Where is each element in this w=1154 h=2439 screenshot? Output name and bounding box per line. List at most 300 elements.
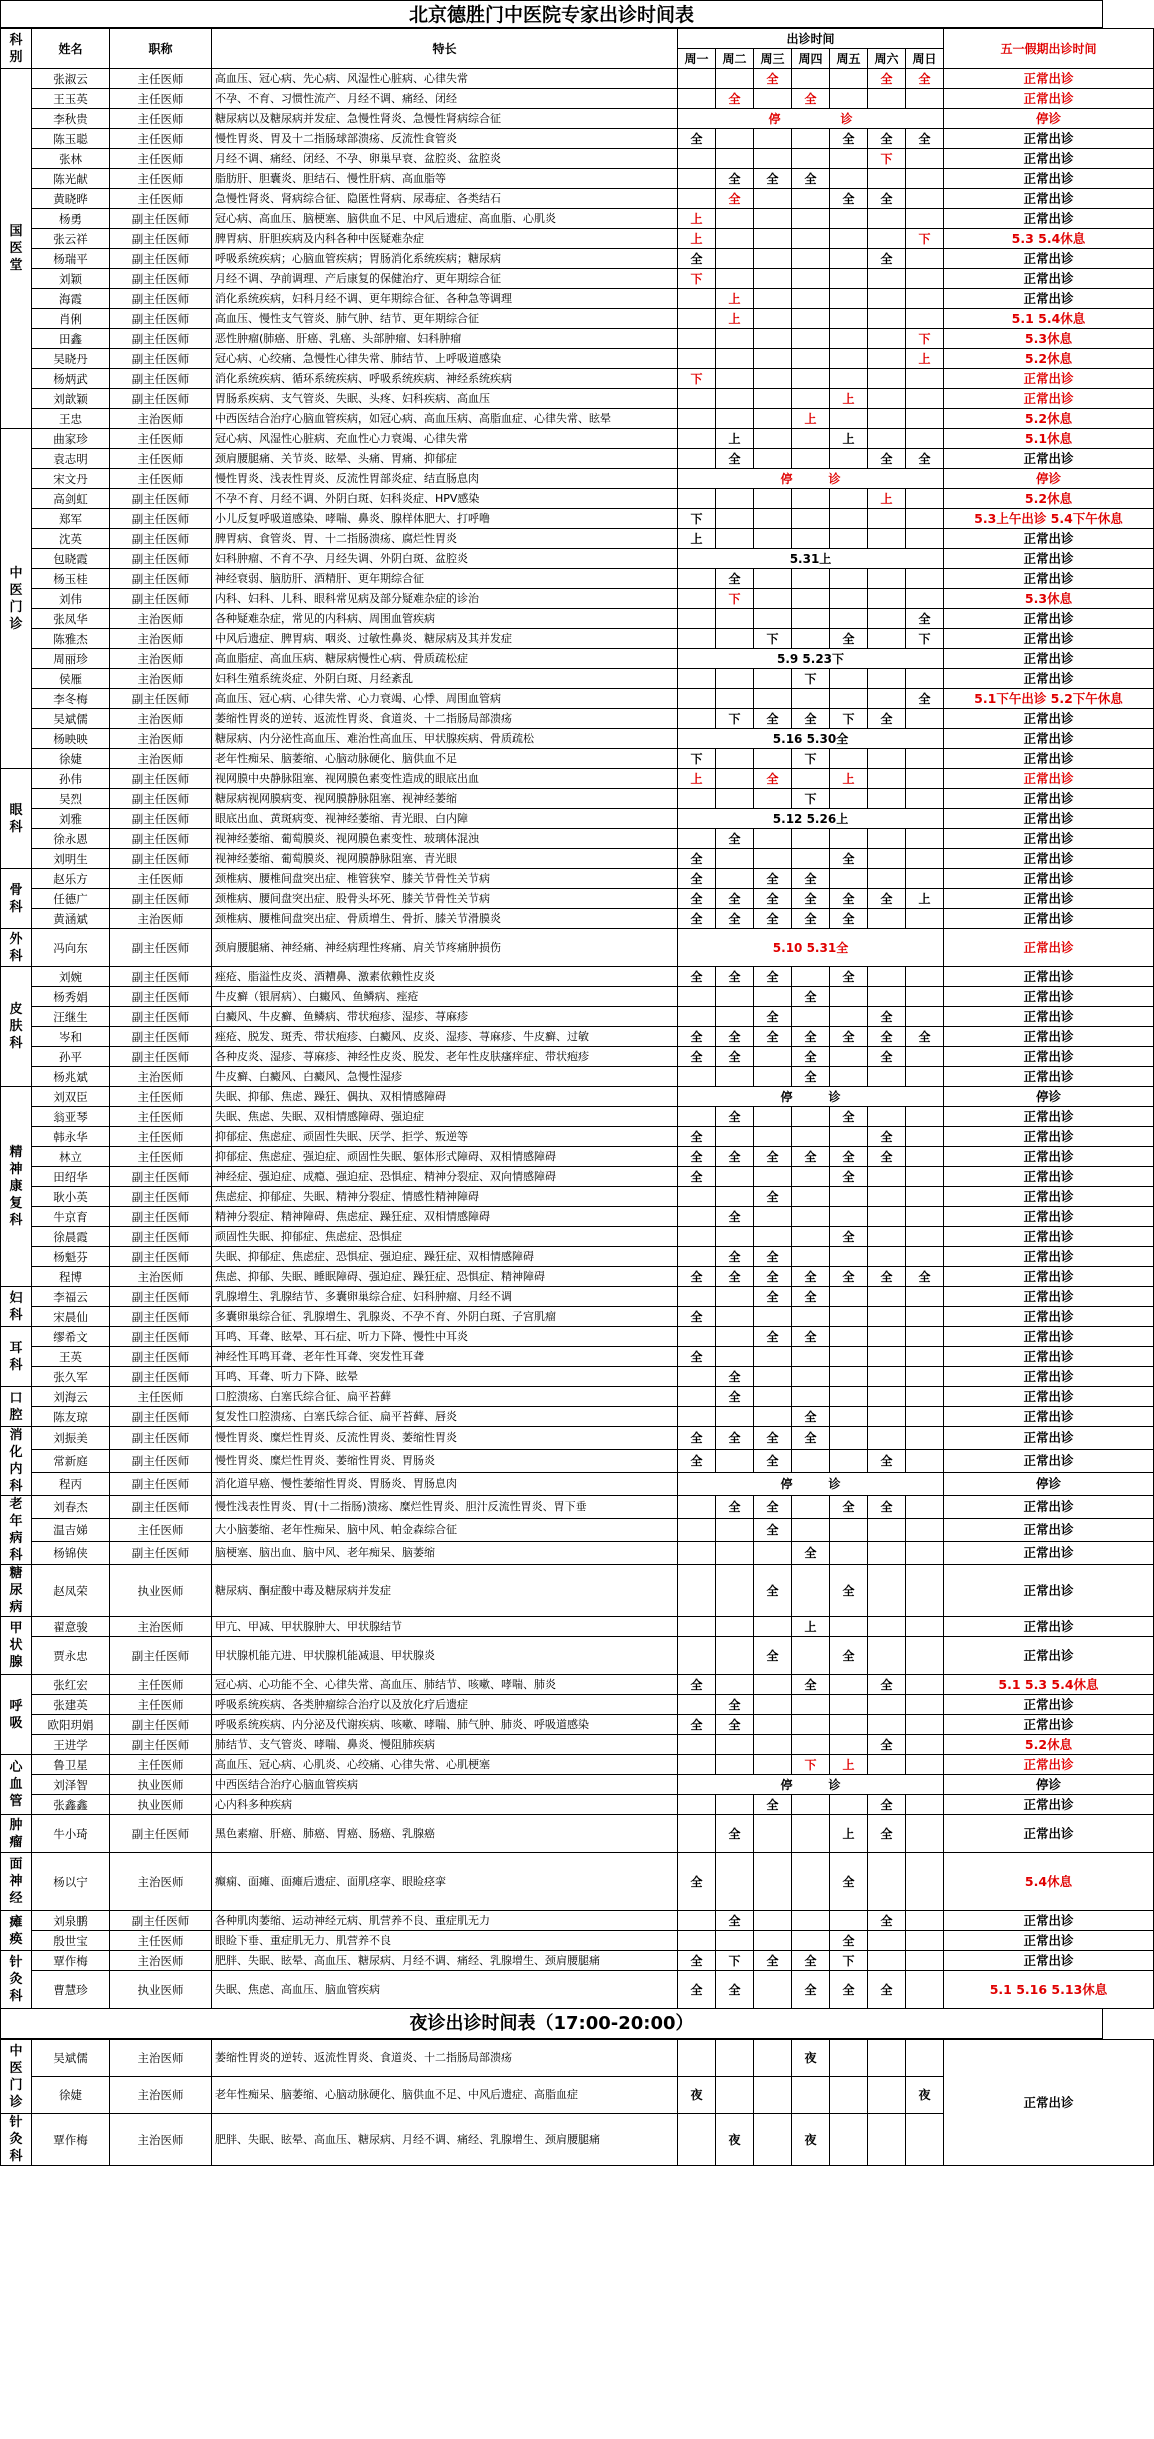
table-row bbox=[1, 209, 1154, 229]
holiday-note: 正常出诊 bbox=[944, 169, 1154, 189]
doctor-name: 田鑫 bbox=[32, 329, 110, 349]
dept-label: 皮肤科 bbox=[1, 967, 32, 1087]
doctor-specialty: 甲状腺机能亢进、甲状腺机能减退、甲状腺炎 bbox=[212, 1637, 678, 1675]
schedule-cell bbox=[678, 709, 716, 729]
doctor-title: 副主任医师 bbox=[110, 1542, 212, 1565]
doctor-title: 主任医师 bbox=[110, 89, 212, 109]
schedule-cell bbox=[754, 489, 792, 509]
header-day-3: 周三 bbox=[754, 49, 792, 69]
holiday-note: 正常出诊 bbox=[944, 789, 1154, 809]
schedule-cell: 全 bbox=[868, 1450, 906, 1473]
table-row bbox=[1, 1267, 1154, 1287]
table-row bbox=[1, 1347, 1154, 1367]
schedule-cell bbox=[754, 1675, 792, 1695]
doctor-specialty: 白癜风、牛皮癣、鱼鳞病、带状疱疹、湿疹、荨麻疹 bbox=[212, 1007, 678, 1027]
schedule-cell bbox=[868, 1187, 906, 1207]
doctor-title: 副主任医师 bbox=[110, 1167, 212, 1187]
schedule-cell bbox=[868, 1931, 906, 1951]
schedule-cell bbox=[754, 1755, 792, 1775]
schedule-cell bbox=[792, 967, 830, 987]
schedule-cell: 上 bbox=[716, 289, 754, 309]
doctor-name: 韩永华 bbox=[32, 1127, 110, 1147]
schedule-cell: 全 bbox=[716, 189, 754, 209]
schedule-cell bbox=[906, 429, 944, 449]
table-row bbox=[1, 1735, 1154, 1755]
doctor-specialty: 高血压、冠心病、心律失常、心力衰竭、心悸、周围血管病 bbox=[212, 689, 678, 709]
doctor-name: 刘海云 bbox=[32, 1387, 110, 1407]
holiday-note: 5.3休息 bbox=[944, 589, 1154, 609]
schedule-cell bbox=[906, 369, 944, 389]
doctor-specialty: 神经性耳鸣耳聋、老年性耳聋、突发性耳聋 bbox=[212, 1347, 678, 1367]
schedule-cell bbox=[868, 429, 906, 449]
night-schedule-cell: 夜 bbox=[906, 2077, 944, 2114]
schedule-cell: 全 bbox=[678, 909, 716, 929]
holiday-note: 停诊 bbox=[944, 1775, 1154, 1795]
doctor-name: 赵乐方 bbox=[32, 869, 110, 889]
schedule-cell bbox=[754, 509, 792, 529]
doctor-title: 副主任医师 bbox=[110, 489, 212, 509]
schedule-cell bbox=[868, 509, 906, 529]
table-row bbox=[1, 1795, 1154, 1815]
schedule-cell: 全 bbox=[678, 869, 716, 889]
schedule-cell: 上 bbox=[906, 349, 944, 369]
table-row bbox=[1, 1047, 1154, 1067]
schedule-cell: 全 bbox=[830, 1637, 868, 1675]
schedule-cell bbox=[716, 1287, 754, 1307]
table-row bbox=[1, 1167, 1154, 1187]
schedule-cell bbox=[792, 349, 830, 369]
holiday-note: 停诊 bbox=[944, 1473, 1154, 1496]
schedule-cell bbox=[754, 1971, 792, 2009]
schedule-cell bbox=[754, 409, 792, 429]
doctor-specialty: 眼睑下垂、重症肌无力、肌营养不良 bbox=[212, 1931, 678, 1951]
doctor-name: 牛京育 bbox=[32, 1207, 110, 1227]
schedule-cell bbox=[868, 1307, 906, 1327]
table-row bbox=[1, 449, 1154, 469]
table-row bbox=[1, 309, 1154, 329]
schedule-cell bbox=[792, 1519, 830, 1542]
schedule-cell: 全 bbox=[868, 449, 906, 469]
doctor-title: 副主任医师 bbox=[110, 1327, 212, 1347]
doctor-specialty: 妇科肿瘤、不育不孕、月经失调、外阴白斑、盆腔炎 bbox=[212, 549, 678, 569]
schedule-cell: 全 bbox=[754, 1247, 792, 1267]
holiday-note: 正常出诊 bbox=[944, 1815, 1154, 1853]
schedule-cell bbox=[830, 89, 868, 109]
doctor-title: 执业医师 bbox=[110, 1775, 212, 1795]
doctor-specialty: 脾胃病、食管炎、胃、十二指肠溃疡、腐烂性胃炎 bbox=[212, 529, 678, 549]
schedule-cell bbox=[906, 1067, 944, 1087]
schedule-cell bbox=[716, 229, 754, 249]
schedule-cell bbox=[868, 789, 906, 809]
holiday-note: 停诊 bbox=[944, 469, 1154, 489]
holiday-note: 正常出诊 bbox=[944, 1047, 1154, 1067]
schedule-cell: 全 bbox=[754, 1450, 792, 1473]
schedule-cell bbox=[868, 409, 906, 429]
doctor-name: 李冬梅 bbox=[32, 689, 110, 709]
doctor-title: 副主任医师 bbox=[110, 209, 212, 229]
schedule-cell: 全 bbox=[716, 1267, 754, 1287]
doctor-title: 执业医师 bbox=[110, 1971, 212, 2009]
schedule-cell: 全 bbox=[716, 1147, 754, 1167]
schedule-cell bbox=[868, 629, 906, 649]
holiday-note: 正常出诊 bbox=[944, 1267, 1154, 1287]
schedule-cell bbox=[868, 169, 906, 189]
schedule-cell: 下 bbox=[830, 709, 868, 729]
schedule-cell bbox=[792, 389, 830, 409]
schedule-cell bbox=[868, 1347, 906, 1367]
schedule-cell bbox=[678, 1227, 716, 1247]
schedule-cell bbox=[868, 849, 906, 869]
night-doctor-title: 主治医师 bbox=[110, 2040, 212, 2077]
doctor-specialty: 糖尿病、内分泌性高血压、难治性高血压、甲状腺疾病、骨质疏松 bbox=[212, 729, 678, 749]
doctor-specialty: 呼吸系统疾病、各类肿瘤综合治疗以及放化疗后遗症 bbox=[212, 1695, 678, 1715]
schedule-cell bbox=[754, 1367, 792, 1387]
schedule-cell bbox=[754, 1931, 792, 1951]
schedule-cell bbox=[792, 289, 830, 309]
doctor-name: 刘春杰 bbox=[32, 1496, 110, 1519]
schedule-cell bbox=[830, 1427, 868, 1450]
schedule-cell bbox=[906, 529, 944, 549]
doctor-specialty: 消化系统疾病，妇科月经不调、更年期综合征、各种急等调理 bbox=[212, 289, 678, 309]
doctor-name: 刘振美 bbox=[32, 1427, 110, 1450]
table-row bbox=[1, 809, 1154, 829]
header-name: 姓名 bbox=[32, 29, 110, 69]
doctor-name: 田绍华 bbox=[32, 1167, 110, 1187]
doctor-title: 主任医师 bbox=[110, 1695, 212, 1715]
schedule-cell bbox=[678, 1519, 716, 1542]
doctor-name: 程丙 bbox=[32, 1473, 110, 1496]
doctor-name: 杨映映 bbox=[32, 729, 110, 749]
schedule-cell bbox=[906, 1387, 944, 1407]
schedule-cell: 全 bbox=[754, 1795, 792, 1815]
schedule-cell: 全 bbox=[716, 1027, 754, 1047]
schedule-cell bbox=[906, 669, 944, 689]
doctor-title: 副主任医师 bbox=[110, 1715, 212, 1735]
holiday-note: 正常出诊 bbox=[944, 1167, 1154, 1187]
schedule-cell bbox=[716, 1307, 754, 1327]
schedule-cell bbox=[754, 829, 792, 849]
doctor-name: 张云祥 bbox=[32, 229, 110, 249]
schedule-cell bbox=[678, 409, 716, 429]
schedule-cell bbox=[754, 1911, 792, 1931]
night-schedule-table bbox=[0, 2039, 1154, 2166]
schedule-cell bbox=[906, 1565, 944, 1617]
holiday-note: 正常出诊 bbox=[944, 1327, 1154, 1347]
doctor-title: 主任医师 bbox=[110, 469, 212, 489]
schedule-cell bbox=[678, 69, 716, 89]
doctor-specialty: 神经症、强迫症、成瘾、强迫症、恐惧症、精神分裂症、双向情感障碍 bbox=[212, 1167, 678, 1187]
schedule-cell bbox=[678, 1107, 716, 1127]
table-row bbox=[1, 169, 1154, 189]
doctor-title: 执业医师 bbox=[110, 1795, 212, 1815]
schedule-cell: 全 bbox=[830, 1227, 868, 1247]
schedule-cell bbox=[716, 349, 754, 369]
table-row bbox=[1, 549, 1154, 569]
doctor-title: 主任医师 bbox=[110, 869, 212, 889]
schedule-cell bbox=[678, 1007, 716, 1027]
schedule-cell: 全 bbox=[716, 909, 754, 929]
schedule-cell bbox=[678, 169, 716, 189]
schedule-cell bbox=[716, 1407, 754, 1427]
schedule-cell bbox=[716, 1675, 754, 1695]
schedule-span: 5.31上 bbox=[678, 549, 944, 569]
holiday-note: 5.1 5.16 5.13休息 bbox=[944, 1971, 1154, 2009]
table-row bbox=[1, 589, 1154, 609]
holiday-note: 正常出诊 bbox=[944, 967, 1154, 987]
night-schedule-cell bbox=[830, 2114, 868, 2166]
schedule-cell bbox=[716, 209, 754, 229]
schedule-cell bbox=[792, 229, 830, 249]
schedule-cell bbox=[754, 849, 792, 869]
schedule-cell bbox=[792, 249, 830, 269]
schedule-cell: 全 bbox=[678, 249, 716, 269]
schedule-cell: 全 bbox=[716, 569, 754, 589]
doctor-specialty: 消化系统疾病、循环系统疾病、呼吸系统疾病、神经系统疾病 bbox=[212, 369, 678, 389]
schedule-cell bbox=[906, 967, 944, 987]
doctor-name: 李秋贵 bbox=[32, 109, 110, 129]
schedule-cell bbox=[906, 509, 944, 529]
holiday-note: 正常出诊 bbox=[944, 749, 1154, 769]
schedule-cell: 全 bbox=[678, 1715, 716, 1735]
schedule-cell: 全 bbox=[754, 967, 792, 987]
schedule-cell bbox=[792, 1007, 830, 1027]
doctor-title: 副主任医师 bbox=[110, 1911, 212, 1931]
schedule-cell bbox=[868, 1287, 906, 1307]
night-doctor-title: 主治医师 bbox=[110, 2114, 212, 2166]
doctor-name: 张鑫鑫 bbox=[32, 1795, 110, 1815]
doctor-title: 副主任医师 bbox=[110, 1735, 212, 1755]
schedule-cell bbox=[868, 309, 906, 329]
table-row bbox=[1, 869, 1154, 889]
schedule-cell bbox=[716, 769, 754, 789]
doctor-specialty: 焦虑症、抑郁症、失眠、精神分裂症、情感性精神障碍 bbox=[212, 1187, 678, 1207]
schedule-cell bbox=[906, 1287, 944, 1307]
schedule-cell bbox=[754, 1307, 792, 1327]
doctor-name: 张林 bbox=[32, 149, 110, 169]
schedule-cell: 下 bbox=[678, 369, 716, 389]
schedule-cell bbox=[830, 829, 868, 849]
schedule-cell bbox=[754, 189, 792, 209]
schedule-cell bbox=[792, 1167, 830, 1187]
schedule-cell bbox=[678, 1187, 716, 1207]
schedule-cell: 上 bbox=[830, 429, 868, 449]
holiday-note: 正常出诊 bbox=[944, 1931, 1154, 1951]
schedule-cell bbox=[678, 329, 716, 349]
holiday-note: 正常出诊 bbox=[944, 89, 1154, 109]
holiday-note: 停诊 bbox=[944, 109, 1154, 129]
schedule-cell bbox=[678, 1207, 716, 1227]
schedule-cell bbox=[868, 1519, 906, 1542]
schedule-cell: 全 bbox=[754, 1427, 792, 1450]
schedule-cell bbox=[830, 309, 868, 329]
night-schedule-cell: 夜 bbox=[716, 2114, 754, 2166]
schedule-cell: 下 bbox=[906, 329, 944, 349]
holiday-note: 停诊 bbox=[944, 1087, 1154, 1107]
holiday-note: 5.3休息 bbox=[944, 329, 1154, 349]
doctor-title: 主任医师 bbox=[110, 1107, 212, 1127]
doctor-name: 宋文丹 bbox=[32, 469, 110, 489]
schedule-cell: 下 bbox=[906, 229, 944, 249]
doctor-specialty: 多囊卵巢综合征、乳腺增生、乳腺炎、不孕不育、外阴白斑、子宫肌瘤 bbox=[212, 1307, 678, 1327]
schedule-cell bbox=[830, 1247, 868, 1267]
doctor-specialty: 冠心病、心功能不全、心律失常、高血压、肺结节、咳嗽、哮喘、肺炎 bbox=[212, 1675, 678, 1695]
schedule-cell: 全 bbox=[716, 1247, 754, 1267]
doctor-name: 刘泉鹏 bbox=[32, 1911, 110, 1931]
schedule-cell bbox=[906, 1637, 944, 1675]
doctor-specialty: 脾胃病、肝胆疾病及内科各种中医疑难杂症 bbox=[212, 229, 678, 249]
schedule-cell bbox=[830, 669, 868, 689]
holiday-note: 正常出诊 bbox=[944, 987, 1154, 1007]
table-row bbox=[1, 1675, 1154, 1695]
doctor-name: 曹慧珍 bbox=[32, 1971, 110, 2009]
table-row bbox=[1, 1067, 1154, 1087]
doctor-specialty: 妇科生殖系统炎症、外阴白斑、月经紊乱 bbox=[212, 669, 678, 689]
table-row bbox=[1, 409, 1154, 429]
schedule-cell bbox=[678, 449, 716, 469]
doctor-name: 黄涵斌 bbox=[32, 909, 110, 929]
night-doctor-specialty: 老年性痴呆、脑萎缩、心脑动脉硬化、脑供血不足、中风后遗症、高脂血症 bbox=[212, 2077, 678, 2114]
schedule-cell: 全 bbox=[678, 1951, 716, 1971]
doctor-name: 杨兆斌 bbox=[32, 1067, 110, 1087]
schedule-cell bbox=[906, 1167, 944, 1187]
dept-label: 妇科 bbox=[1, 1287, 32, 1327]
schedule-cell bbox=[716, 509, 754, 529]
holiday-note: 正常出诊 bbox=[944, 249, 1154, 269]
table-row bbox=[1, 1951, 1154, 1971]
schedule-cell bbox=[716, 1735, 754, 1755]
schedule-cell bbox=[716, 849, 754, 869]
doctor-specialty: 冠心病、心绞痛、急慢性心律失常、肺结节、上呼吸道感染 bbox=[212, 349, 678, 369]
schedule-cell bbox=[792, 1247, 830, 1267]
schedule-cell bbox=[906, 389, 944, 409]
doctor-name: 刘雅 bbox=[32, 809, 110, 829]
schedule-cell: 下 bbox=[716, 709, 754, 729]
holiday-note: 正常出诊 bbox=[944, 1027, 1154, 1047]
night-schedule-cell bbox=[906, 2040, 944, 2077]
doctor-name: 刘明生 bbox=[32, 849, 110, 869]
schedule-cell bbox=[792, 589, 830, 609]
schedule-cell bbox=[716, 129, 754, 149]
schedule-cell bbox=[678, 349, 716, 369]
table-row bbox=[1, 249, 1154, 269]
doctor-name: 覃作梅 bbox=[32, 1951, 110, 1971]
schedule-cell: 全 bbox=[830, 849, 868, 869]
doctor-name: 陈光献 bbox=[32, 169, 110, 189]
schedule-cell bbox=[716, 869, 754, 889]
schedule-cell: 全 bbox=[830, 1027, 868, 1047]
schedule-cell bbox=[830, 1207, 868, 1227]
schedule-cell: 全 bbox=[678, 1127, 716, 1147]
schedule-cell: 全 bbox=[678, 1027, 716, 1047]
table-row bbox=[1, 269, 1154, 289]
schedule-cell bbox=[716, 1067, 754, 1087]
schedule-cell: 全 bbox=[830, 1931, 868, 1951]
schedule-cell bbox=[830, 1067, 868, 1087]
holiday-note: 正常出诊 bbox=[944, 1367, 1154, 1387]
schedule-cell bbox=[754, 149, 792, 169]
holiday-note: 正常出诊 bbox=[944, 369, 1154, 389]
schedule-cell bbox=[792, 329, 830, 349]
schedule-cell bbox=[830, 289, 868, 309]
doctor-title: 主治医师 bbox=[110, 1853, 212, 1911]
schedule-cell bbox=[754, 1407, 792, 1427]
doctor-title: 副主任医师 bbox=[110, 529, 212, 549]
doctor-name: 杨炳武 bbox=[32, 369, 110, 389]
holiday-note: 正常出诊 bbox=[944, 389, 1154, 409]
schedule-cell: 全 bbox=[830, 1147, 868, 1167]
schedule-cell bbox=[716, 1795, 754, 1815]
schedule-cell bbox=[868, 1542, 906, 1565]
schedule-cell: 全 bbox=[754, 1027, 792, 1047]
night-doctor-name: 覃作梅 bbox=[32, 2114, 110, 2166]
doctor-name: 刘歆颖 bbox=[32, 389, 110, 409]
doctor-specialty: 失眠、抑郁、焦虑、躁狂、偶执、双相情感障碍 bbox=[212, 1087, 678, 1107]
schedule-cell bbox=[906, 1735, 944, 1755]
schedule-cell bbox=[678, 1496, 716, 1519]
schedule-cell bbox=[906, 1187, 944, 1207]
dept-label: 精神康复科 bbox=[1, 1087, 32, 1287]
schedule-cell: 上 bbox=[830, 389, 868, 409]
doctor-title: 主治医师 bbox=[110, 729, 212, 749]
schedule-cell: 全 bbox=[830, 1565, 868, 1617]
schedule-cell bbox=[792, 689, 830, 709]
schedule-cell bbox=[906, 1931, 944, 1951]
dept-label: 肿瘤 bbox=[1, 1815, 32, 1853]
holiday-note: 正常出诊 bbox=[944, 1107, 1154, 1127]
doctor-specialty: 冠心病、高血压、脑梗塞、脑供血不足、中风后遗症、高血脂、心肌炎 bbox=[212, 209, 678, 229]
schedule-cell: 下 bbox=[792, 789, 830, 809]
doctor-specialty: 月经不调、孕前调理、产后康复的保健治疗、更年期综合征 bbox=[212, 269, 678, 289]
table-row bbox=[1, 1227, 1154, 1247]
doctor-title: 主任医师 bbox=[110, 1931, 212, 1951]
schedule-cell: 全 bbox=[754, 1637, 792, 1675]
holiday-note: 5.2休息 bbox=[944, 1735, 1154, 1755]
schedule-cell: 下 bbox=[678, 509, 716, 529]
header-day-4: 周四 bbox=[792, 49, 830, 69]
holiday-note: 正常出诊 bbox=[944, 569, 1154, 589]
schedule-cell bbox=[754, 669, 792, 689]
dept-label: 中医门诊 bbox=[1, 429, 32, 769]
schedule-cell bbox=[792, 429, 830, 449]
doctor-title: 主任医师 bbox=[110, 169, 212, 189]
schedule-cell: 全 bbox=[754, 1565, 792, 1617]
schedule-cell bbox=[868, 369, 906, 389]
schedule-cell: 全 bbox=[792, 909, 830, 929]
schedule-cell bbox=[906, 1496, 944, 1519]
doctor-title: 副主任医师 bbox=[110, 229, 212, 249]
doctor-name: 王英 bbox=[32, 1347, 110, 1367]
doctor-name: 陈友琼 bbox=[32, 1407, 110, 1427]
night-doctor-title: 主治医师 bbox=[110, 2077, 212, 2114]
schedule-cell: 下 bbox=[678, 749, 716, 769]
doctor-title: 主治医师 bbox=[110, 609, 212, 629]
table-row bbox=[1, 1367, 1154, 1387]
schedule-cell bbox=[830, 1127, 868, 1147]
schedule-cell bbox=[678, 1911, 716, 1931]
table-row bbox=[1, 967, 1154, 987]
doctor-name: 程博 bbox=[32, 1267, 110, 1287]
schedule-cell: 全 bbox=[716, 967, 754, 987]
holiday-note: 正常出诊 bbox=[944, 889, 1154, 909]
schedule-cell bbox=[716, 789, 754, 809]
schedule-cell bbox=[678, 389, 716, 409]
schedule-cell bbox=[792, 189, 830, 209]
holiday-note: 正常出诊 bbox=[944, 69, 1154, 89]
doctor-title: 副主任医师 bbox=[110, 809, 212, 829]
dept-label: 骨科 bbox=[1, 869, 32, 929]
header-day-1: 周一 bbox=[678, 49, 716, 69]
schedule-cell bbox=[678, 1795, 716, 1815]
